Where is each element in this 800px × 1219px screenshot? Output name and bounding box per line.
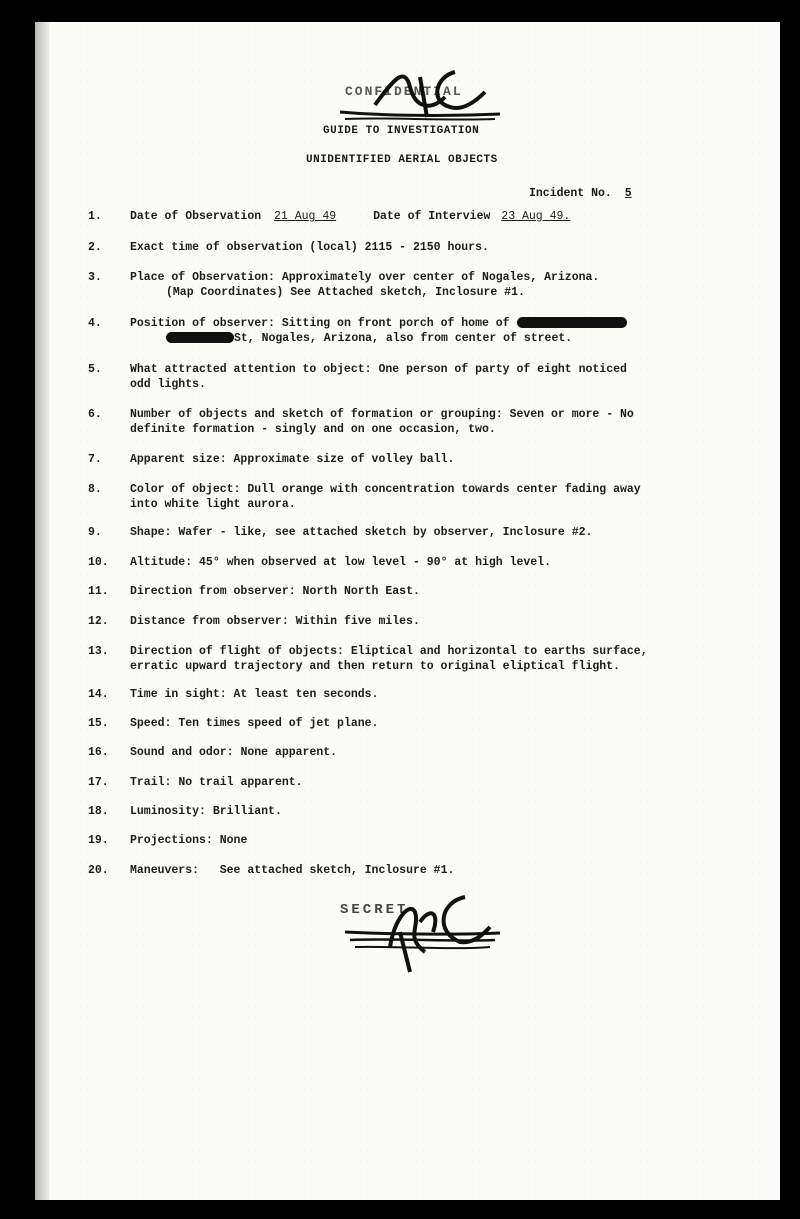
item-number: 1. xyxy=(88,210,102,223)
item-number: 13. xyxy=(88,645,109,658)
document-page xyxy=(35,22,780,1200)
item-value: Eliptical and horizontal to earths surface, xyxy=(350,645,648,658)
item-value: Brilliant. xyxy=(212,805,282,818)
item-value: See attached sketch, Inclosure #1. xyxy=(219,864,455,877)
item-value: Within five miles. xyxy=(295,615,420,628)
item-subvalue: See Attached sketch, Inclosure #1. xyxy=(290,286,525,299)
item-number: 19. xyxy=(88,834,109,847)
top-initials-scribble xyxy=(335,57,505,127)
observation-date: 21 Aug 49 xyxy=(274,210,337,223)
document-title: GUIDE TO INVESTIGATION xyxy=(323,125,480,137)
item-value: No trail apparent. xyxy=(178,776,303,789)
item-value: Approximate size of volley ball. xyxy=(233,453,455,466)
redaction-bar xyxy=(166,332,234,343)
item-label: Sound and odor: xyxy=(130,746,234,759)
item-value-line2: odd lights. xyxy=(130,378,206,391)
item-value: None apparent. xyxy=(240,746,338,759)
item-number: 18. xyxy=(88,805,109,818)
item-number: 12. xyxy=(88,615,109,628)
item-number: 16. xyxy=(88,746,109,759)
item-value: Ten times speed of jet plane. xyxy=(178,717,379,730)
item-label: Color of object: xyxy=(130,483,241,496)
item-number: 9. xyxy=(88,526,102,539)
item-number: 2. xyxy=(88,241,102,254)
paper-texture xyxy=(35,22,780,1200)
item-label: Projections: xyxy=(130,834,213,847)
item-label: Date of Observation xyxy=(130,210,262,223)
item-label: Maneuvers: xyxy=(130,864,200,877)
item-number: 15. xyxy=(88,717,109,730)
item-label: Trail: xyxy=(130,776,172,789)
item-value: 45° when observed at low level - 90° at high level. xyxy=(199,556,551,569)
interview-date: 23 Aug 49. xyxy=(501,210,571,223)
item-label: Luminosity: xyxy=(130,805,206,818)
item-value-line2: St, Nogales, Arizona, also from center of street. xyxy=(234,332,573,345)
bottom-initials-scribble xyxy=(315,872,515,972)
item-label: Altitude: xyxy=(130,556,193,569)
item-label: Position of observer: xyxy=(130,317,275,330)
item-value: One person of party of eight noticed xyxy=(378,363,627,376)
item-number: 10. xyxy=(88,556,109,569)
item-value: None xyxy=(219,834,248,847)
item-value-line2: erratic upward trajectory and then return to original eliptical flight. xyxy=(130,660,620,673)
item-value: North North East. xyxy=(302,585,420,598)
redaction-bar xyxy=(517,317,627,328)
item-value: Wafer - like, see attached sketch by observer, Inclosure #2. xyxy=(178,526,593,539)
item-value-line2: into white light aurora. xyxy=(130,498,296,511)
top-classification-stamp: CONFIDENTIAL xyxy=(345,84,463,99)
item-label: Exact time of observation (local) xyxy=(130,241,358,254)
item-label: Direction of flight of objects: xyxy=(130,645,344,658)
item-value-line2: definite formation - singly and on one occasion, two. xyxy=(130,423,496,436)
item-value: At least ten seconds. xyxy=(233,688,379,701)
item-number: 14. xyxy=(88,688,109,701)
item-label: Place of Observation: xyxy=(130,271,275,284)
item-number: 6. xyxy=(88,408,102,421)
item-label: Shape: xyxy=(130,526,172,539)
document-subtitle: UNIDENTIFIED AERIAL OBJECTS xyxy=(306,154,498,166)
item-number: 3. xyxy=(88,271,102,284)
item-number: 17. xyxy=(88,776,109,789)
item-label: What attracted attention to object: xyxy=(130,363,372,376)
item-label: Distance from observer: xyxy=(130,615,289,628)
item-label: Direction from observer: xyxy=(130,585,296,598)
item-number: 5. xyxy=(88,363,102,376)
item-label: Speed: xyxy=(130,717,172,730)
item-number: 7. xyxy=(88,453,102,466)
item-value: 2115 - 2150 hours. xyxy=(364,241,489,254)
bottom-classification-stamp: SECRET xyxy=(340,902,409,918)
item-value: Sitting on front porch of home of xyxy=(281,317,510,330)
item-label: Number of objects and sketch of formation or grouping: xyxy=(130,408,503,421)
item-label-2: Date of Interview xyxy=(373,210,491,223)
item-number: 8. xyxy=(88,483,102,496)
item-label: Apparent size: xyxy=(130,453,227,466)
item-value: Seven or more - No xyxy=(509,408,634,421)
item-number: 20. xyxy=(88,864,109,877)
incident-label: Incident No. xyxy=(529,187,612,200)
item-number: 11. xyxy=(88,585,109,598)
item-number: 4. xyxy=(88,317,102,330)
incident-number-field xyxy=(529,187,638,200)
item-sublabel: (Map Coordinates) xyxy=(166,286,284,299)
item-label: Time in sight: xyxy=(130,688,227,701)
item-value: Approximately over center of Nogales, Arizona. xyxy=(281,271,600,284)
item-value: Dull orange with concentration towards center fading away xyxy=(247,483,641,496)
incident-number: 5 xyxy=(624,187,632,200)
